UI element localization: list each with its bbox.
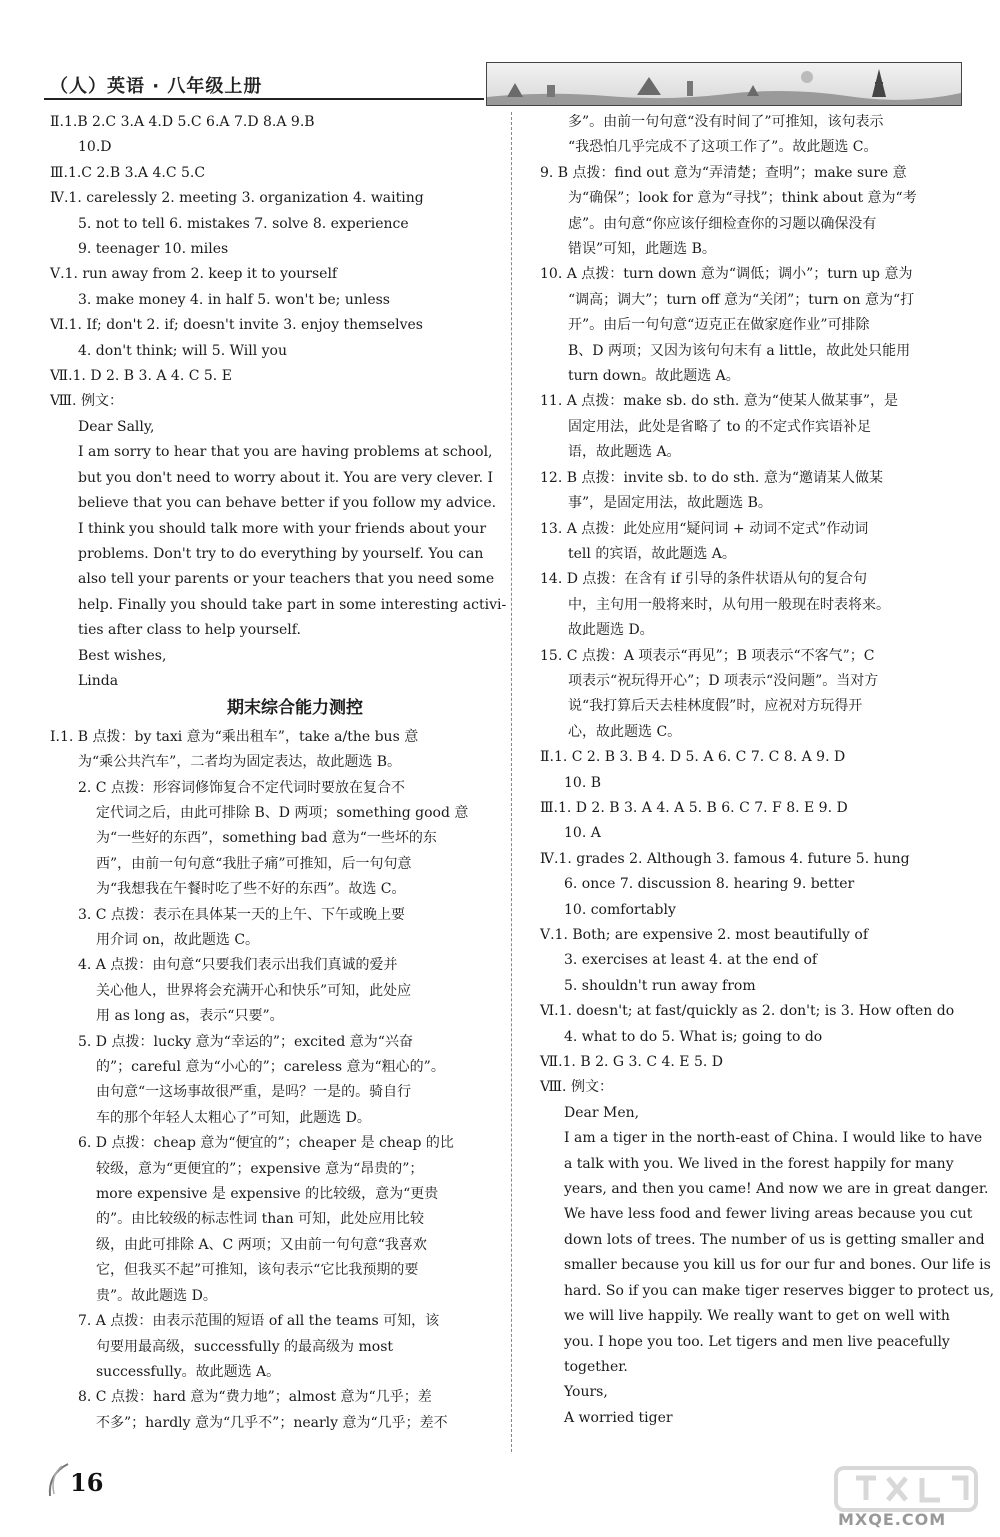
- left-text-line: 为“我想我在午餐时吃了些不好的东西”。故选 C。: [96, 881, 406, 898]
- left-text-line: Best wishes,: [78, 647, 167, 664]
- left-column: [50, 110, 507, 1436]
- right-text-line: down lots of trees. The number of us is getting smaller and: [564, 1231, 985, 1248]
- left-text-line: 贵”。故此题选 D。: [96, 1287, 217, 1304]
- right-text-line: 事”，是固定用法，故此题选 B。: [568, 495, 772, 512]
- right-text-line: years, and then you came! And now we are in great danger.: [564, 1181, 989, 1198]
- right-text-line: Ⅷ. 例文：: [540, 1079, 613, 1096]
- right-text-line: together.: [564, 1358, 628, 1375]
- left-text-line: 5. D 点拨：lucky 意为“幸运的”；excited 意为“兴奋: [78, 1033, 413, 1050]
- right-text-line: Ⅱ.1. C 2. B 3. B 4. D 5. A 6. C 7. C 8. A 9. D: [540, 749, 846, 766]
- page-number: 16: [70, 1468, 104, 1497]
- left-text-line: 3. make money 4. in half 5. won't be; unless: [78, 291, 390, 308]
- right-text-line: I am a tiger in the north-east of China. I would like to have: [564, 1130, 983, 1147]
- right-text-line: B、D 两项；又因为该句句末有 a little，故此处只能用: [568, 342, 911, 359]
- left-text-line: help. Finally you should take part in some interesting activi-: [78, 596, 507, 613]
- right-text-line: Ⅳ.1. grades 2. Although 3. famous 4. future 5. hung: [540, 850, 910, 867]
- right-text-line: a talk with you. We lived in the forest happily for many: [564, 1155, 954, 1172]
- right-text-line: “调高；调大”；turn off 意为“关闭”；turn on 意为“打: [568, 291, 915, 308]
- left-text-line: successfully。故此题选 A。: [96, 1363, 281, 1380]
- right-text-line: 多”。由前一句句意“没有时间了”可推知，该句表示: [568, 114, 884, 130]
- left-text-line: 4. A 点拨：由句意“只要我们表示出我们真诚的爱并: [78, 957, 398, 974]
- left-text-line: but you don't need to worry about it. You are very clever. I: [78, 469, 494, 486]
- left-text-line: Ⅱ.1.B 2.C 3.A 4.D 5.C 6.A 7.D 8.A 9.B: [50, 114, 315, 130]
- left-text-line: more expensive 是 expensive 的比较级，意为“更贵: [96, 1186, 439, 1203]
- right-text-line: 11. A 点拨：make sb. do sth. 意为“使某人做某事”，是: [540, 393, 899, 410]
- right-text-line: Ⅵ.1. doesn't; at fast/quickly as 2. don't; is 3. How often do: [540, 1003, 955, 1020]
- left-text-line: Ⅰ.1. B 点拨：by taxi 意为“乘出租车”，take a/the bus 意: [50, 728, 419, 745]
- left-text-line: 车的那个年轻人太粗心了”可知，此题选 D。: [96, 1109, 371, 1126]
- left-text-line: 4. don't think; will 5. Will you: [78, 342, 287, 359]
- right-text-line: tell 的宾语，故此题选 A。: [568, 545, 736, 562]
- right-text-line: 虑”。由句意“你应该仔细检查你的习题以确保没有: [568, 215, 877, 232]
- left-text-line: 定代词之后，由此可排除 B、D 两项；something good 意: [96, 804, 469, 821]
- right-text-line: “我恐怕几乎完成不了这项工作了”。故此题选 C。: [568, 139, 878, 156]
- left-text-line: 7. A 点拨：由表示范围的短语 of all the teams 可知，该: [78, 1313, 440, 1330]
- left-text-line: 较级，意为“更便宜的”；expensive 意为“昂贵的”；: [96, 1160, 424, 1177]
- right-text-line: 3. exercises at least 4. at the end of: [564, 952, 818, 969]
- column-divider: [511, 112, 512, 1452]
- right-text-line: you. I hope you too. Let tigers and men live peacefully: [564, 1333, 950, 1350]
- right-text-line: 中，主句用一般将来时，从句用一般现在时表将来。: [568, 596, 890, 613]
- watermark-text: MXQE.COM: [838, 1510, 947, 1529]
- left-text-line: Dear Sally,: [78, 418, 155, 435]
- left-text-line: 不多”；hardly 意为“几乎不”；nearly 意为“几乎；差不: [96, 1414, 448, 1431]
- right-text-line: turn down。故此题选 A。: [568, 368, 740, 385]
- right-text-line: 语，故此题选 A。: [568, 444, 681, 461]
- left-text-line: 2. C 点拨：形容词修饰复合不定代词时要放在复合不: [78, 779, 405, 796]
- left-text-line: problems. Don't try to do everything by yourself. You can: [78, 545, 484, 562]
- right-text-line: smaller because you kill us for our fur and bones. Our life is: [564, 1257, 991, 1274]
- left-text-line: 用 as long as，表示“只要”。: [96, 1008, 284, 1025]
- right-text-line: 为“确保”；look for 意为“寻找”；think about 意为“考: [568, 190, 917, 207]
- left-text-line: Linda: [78, 672, 119, 689]
- header-banner-illustration: [486, 62, 962, 106]
- right-text-line: Yours,: [564, 1384, 608, 1401]
- right-text-line: we will live happily. We really want to get on well with: [564, 1308, 950, 1325]
- right-text-line: Ⅴ.1. Both; are expensive 2. most beautifully of: [540, 927, 869, 943]
- left-text-line: 西”，由前一句句意“我肚子痛”可推知，后一句句意: [96, 855, 412, 872]
- left-text-line: Ⅵ.1. If; don't 2. if; doesn't invite 3. enjoy themselves: [50, 317, 423, 334]
- right-text-line: 说“我打算后天去桂林度假”时，应祝对方玩得开: [568, 698, 863, 715]
- right-text-line: 10. A 点拨：turn down 意为“调低；调小”；turn up 意为: [540, 266, 913, 283]
- left-text-line: Ⅲ.1.C 2.B 3.A 4.C 5.C: [50, 164, 206, 181]
- right-column: [540, 110, 995, 1431]
- header-rule: [44, 98, 484, 100]
- right-text-line: 15. C 点拨：A 项表示“再见”；B 项表示“不客气”；C: [540, 647, 875, 664]
- left-text-line: 它，但我买不起”可推知，该句表示“它比我预期的要: [96, 1262, 419, 1279]
- left-text-line: 6. D 点拨：cheap 意为“便宜的”；cheaper 是 cheap 的比: [78, 1135, 454, 1152]
- right-text-line: Ⅶ.1. B 2. G 3. C 4. E 5. D: [540, 1054, 723, 1071]
- left-text-line: 5. not to tell 6. mistakes 7. solve 8. experience: [78, 215, 409, 232]
- right-text-line: 固定用法，此处是省略了 to 的不定式作宾语补足: [568, 418, 871, 435]
- right-text-line: 开”。由后一句句意“迈克正在做家庭作业”可排除: [568, 317, 870, 334]
- left-text-line: 10.D: [78, 139, 112, 156]
- left-text-line: 为“乘公共汽车”，二者均为固定表达，故此题选 B。: [78, 754, 402, 771]
- left-text-line: 由句意“一这场事故很严重，是吗？一是的。骑自行: [96, 1084, 412, 1101]
- section-title: 期末综合能力测控: [227, 698, 363, 719]
- left-text-line: I think you should talk more with your friends about your: [78, 520, 487, 537]
- page-corner-swoosh-icon: [44, 1460, 70, 1500]
- left-text-line: 9. teenager 10. miles: [78, 241, 229, 258]
- left-text-line: 用介词 on，故此题选 C。: [96, 932, 260, 948]
- right-text-line: hard. So if you can make tiger reserves bigger to protect us,: [564, 1282, 995, 1299]
- page-header: [44, 70, 484, 100]
- right-text-line: Ⅲ.1. D 2. B 3. A 4. A 5. B 6. C 7. F 8. E 9. D: [540, 799, 848, 816]
- header-title: （人）英语 · 八年级上册: [50, 76, 263, 97]
- left-text-line: I am sorry to hear that you are having problems at school,: [78, 444, 493, 461]
- left-text-line: believe that you can behave better if you follow my advice.: [78, 495, 497, 512]
- right-text-line: 4. what to do 5. What is; going to do: [564, 1028, 823, 1045]
- left-text-line: 为“一些好的东西”，something bad 意为“一些坏的东: [96, 830, 437, 847]
- right-text-line: 5. shouldn't run away from: [564, 977, 756, 994]
- right-text-line: 10. A: [564, 825, 601, 842]
- right-text-line: 项表示“祝玩得开心”；D 项表示“没问题”。当对方: [568, 672, 879, 689]
- left-text-line: 级，由此可排除 A、C 两项；又由前一句句意“我喜欢: [96, 1236, 427, 1253]
- right-text-line: A worried tiger: [564, 1409, 673, 1426]
- right-text-line: We have less food and fewer living areas because you cut: [564, 1206, 973, 1223]
- left-text-line: 8. C 点拨：hard 意为“费力地”；almost 意为“几乎；差: [78, 1389, 432, 1406]
- left-text-line: 句要用最高级，successfully 的最高级为 most: [96, 1338, 394, 1355]
- right-text-line: 错误”可知，此题选 B。: [568, 241, 716, 258]
- left-text-line: Ⅴ.1. run away from 2. keep it to yourself: [50, 266, 338, 283]
- right-text-line: 故此题选 D。: [568, 622, 654, 639]
- left-text-line: 的”。由比较级的标志性词 than 可知，此处应用比较: [96, 1211, 425, 1228]
- left-text-line: 关心他人，世界将会充满开心和快乐”可知，此处应: [96, 982, 412, 999]
- right-text-line: 12. B 点拨：invite sb. to do sth. 意为“邀请某人做某: [540, 469, 883, 486]
- right-text-line: 10. comfortably: [564, 901, 676, 918]
- right-text-line: 6. once 7. discussion 8. hearing 9. better: [564, 876, 855, 893]
- left-text-line: Ⅷ. 例文：: [50, 393, 123, 410]
- right-text-line: 10. B: [564, 774, 602, 791]
- left-text-line: Ⅳ.1. carelessly 2. meeting 3. organization 4. waiting: [50, 190, 424, 207]
- left-text-line: 的”；careful 意为“小心的”；careless 意为“粗心的”。: [96, 1059, 445, 1076]
- right-text-line: 心，故此题选 C。: [568, 723, 682, 740]
- left-text-line: ties after class to help yourself.: [78, 622, 301, 639]
- left-text-line: also tell your parents or your teachers that you need some: [78, 571, 495, 588]
- right-text-line: 9. B 点拨：find out 意为“弄清楚；查明”；make sure 意: [540, 164, 907, 181]
- right-text-line: Dear Men,: [564, 1104, 640, 1121]
- left-text-line: Ⅶ.1. D 2. B 3. A 4. C 5. E: [50, 368, 232, 385]
- left-text-line: 3. C 点拨：表示在具体某一天的上午、下午或晚上要: [78, 906, 405, 923]
- right-text-line: 14. D 点拨：在含有 if 引导的条件状语从句的复合句: [540, 571, 867, 588]
- right-text-line: 13. A 点拨：此处应用“疑问词 + 动词不定式”作动词: [540, 520, 869, 537]
